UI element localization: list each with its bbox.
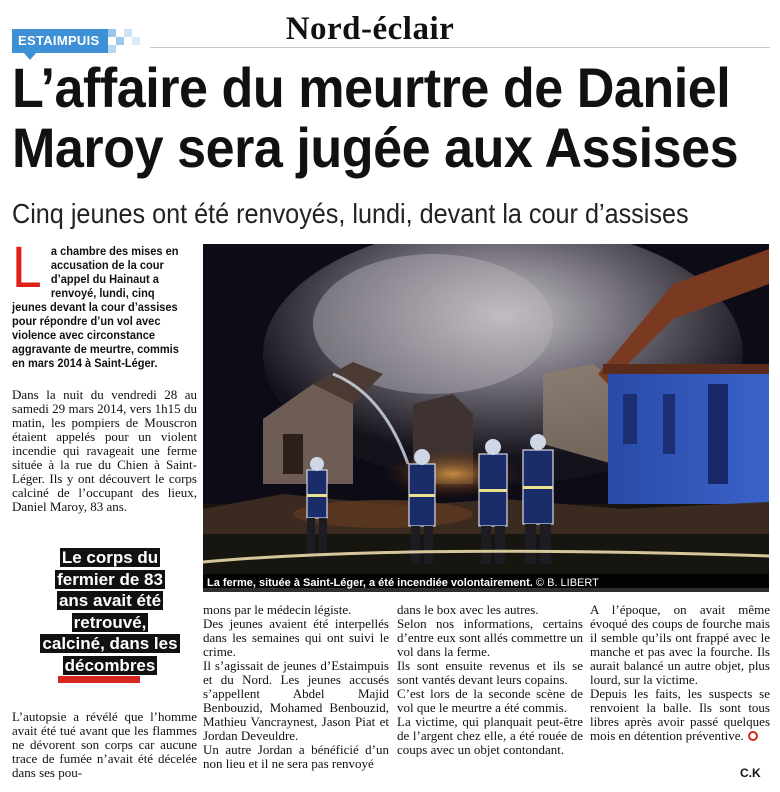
photo-caption-text: La ferme, située à Saint-Léger, a été incendiée volontairement. <box>207 577 533 589</box>
body-column-2 <box>203 603 389 771</box>
section-label: ESTAIMPUIS <box>18 33 100 48</box>
end-mark-icon <box>748 731 758 741</box>
paragraph-final-text: Depuis les faits, les suspects se renvoient la balle. Ils sont tous libres après avoir passé quelques mois en détention préventive. <box>590 686 770 743</box>
pull-quote-rule <box>58 676 140 683</box>
fire-scene-image <box>203 244 769 588</box>
body-column-1-bottom: L’autopsie a révélé que l’homme avait été tué avant que les flammes ne dévorent son corps car aucune trace de fumée n’avait été décelée dans ses pou- <box>12 709 197 780</box>
headline-line-2: Maroy sera jugée aux Assises <box>12 116 739 179</box>
paragraph: La victime, qui planquait peut-être de l’argent chez elle, a été rouée de coups avec un objet contondant. <box>397 714 583 757</box>
lead-paragraph <box>12 235 185 370</box>
body-column-1-top: Dans la nuit du vendredi 28 au samedi 29 mars 2014, vers 1h15 du matin, les pompiers de Mouscron étaient appelés pour un violent incendie qui ravageait une ferme située à la rue du Chien à Saint-Léger. Ils y ont découvert le corps calciné de l’occupant des lieux, Daniel Maroy, 83 ans. <box>12 387 197 514</box>
paragraph: Un autre Jordan a bénéficié d’un non lieu et il ne sera pas renvoyé <box>203 742 389 771</box>
headline-line-1: L’affaire du meurtre de Daniel <box>12 56 731 119</box>
paragraph: Ils sont ensuite revenus et ils se sont vantés devant leurs copains. <box>397 658 583 687</box>
paragraph: mons par le médecin légiste. <box>203 602 352 617</box>
pull-quote-text: Le corps du fermier de 83 ans avait été retrouvé, calciné, dans les décombres <box>42 548 178 675</box>
body-column-3 <box>397 603 583 757</box>
headline <box>12 56 739 179</box>
drop-cap: L <box>12 235 42 300</box>
paragraph: dans le box avec les autres. <box>397 602 539 617</box>
masthead: Nord-éclair <box>285 11 455 47</box>
paragraph: Selon nos informations, certains d’entre eux sont allés commettre un vol dans la ferme. <box>397 616 583 659</box>
pull-quote <box>40 547 180 676</box>
paragraph-final <box>590 687 770 743</box>
lead-text: a chambre des mises en accusation de la cour d’appel du Hainaut a renvoyé, lundi, cinq jeunes devant la cour d’assises pour répondre d’un vol avec violence avec circonstance aggravante de meurtre, commis en mars 2014 à Saint-Léger. <box>12 244 179 370</box>
photo-credit: © B. LIBERT <box>535 577 599 589</box>
photo-caption <box>203 574 769 592</box>
body-column-4 <box>590 603 770 743</box>
paragraph: A l’époque, on avait même évoqué des coups de fourche mais il semble qu’ils ont frappé avec le manche et pas avec la fourche. Ils aurait balancé un autre objet, plus lourd, sur la victime. <box>590 602 770 687</box>
article-photo <box>203 244 769 588</box>
paragraph: C’est lors de la seconde scène de vol que le meurtre a été commis. <box>397 686 583 715</box>
paragraph: Des jeunes avaient été interpellés dans les semaines qui ont suivi le crime. <box>203 616 389 659</box>
author-initials: C.K <box>740 766 761 780</box>
paragraph: Il s’agissait de jeunes d’Estaimpuis et du Nord. Les jeunes accusés s’appellent Abdel Majid Benbouzid, Mohamed Benbouzid, Mathieu Vancraynest, Jason Piat et Jordan Deveuldre. <box>203 658 389 743</box>
section-tag <box>12 29 140 53</box>
subheadline: Cinq jeunes ont été renvoyés, lundi, devant la cour d’assises <box>12 198 689 229</box>
